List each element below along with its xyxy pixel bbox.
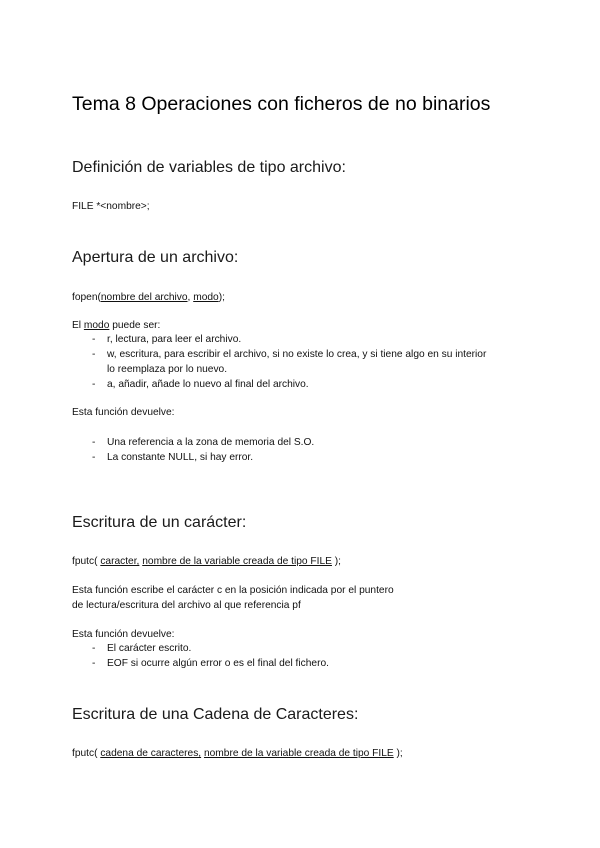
mode-item-r: r, lectura, para leer el archivo. [107,334,242,345]
section-heading-escritura-cadena: Escritura de una Cadena de Caracteres: [72,706,359,723]
code-file-declaration: FILE *<nombre>; [72,201,150,212]
fopen-return-item: Una referencia a la zona de memoria del S.O. [107,437,315,448]
fopen-prefix: fopen( [72,292,101,303]
bullet-dash-icon: - [92,658,96,669]
section-heading-apertura: Apertura de un archivo: [72,249,239,266]
fputc-char-signature [72,554,341,569]
fputc-prefix: fputc( [72,556,101,567]
bullet-dash-icon: - [92,334,96,345]
modo-intro-suffix: puede ser: [109,320,161,331]
fopen-signature [72,290,225,305]
fputc-suffix: ); [331,556,342,567]
fputc-arg-caracter: caracter, [100,556,140,567]
modo-intro [72,318,160,333]
section-heading-escritura-caracter: Escritura de un carácter: [72,514,247,531]
fputc-suffix: ); [393,748,403,759]
modo-intro-prefix: El [72,320,84,331]
fopen-sep: , [187,292,194,303]
fputc-description-line: de lectura/escritura del archivo al que referencia pf [72,600,301,611]
bullet-dash-icon: - [92,379,96,390]
fputc-prefix: fputc( [72,748,101,759]
bullet-dash-icon: - [92,452,96,463]
mode-item-w-continued: lo reemplaza por lo nuevo. [107,364,228,375]
fputc-string-signature [72,746,403,761]
bullet-dash-icon: - [92,349,96,360]
bullet-dash-icon: - [92,643,96,654]
fputc-arg-file: nombre de la variable creada de tipo FILE [203,748,394,759]
fopen-suffix: ); [218,292,225,303]
fputc-return-item: El carácter escrito. [107,643,192,654]
fputc-description-line: Esta función escribe el carácter c en la posición indicada por el puntero [72,585,394,596]
fopen-arg-modo: modo [193,292,219,303]
section-heading-definicion: Definición de variables de tipo archivo: [72,159,346,176]
modo-intro-word: modo [83,320,110,331]
fputc-arg-cadena: cadena de caracteres, [100,748,202,759]
mode-item-w: w, escritura, para escribir el archivo, si no existe lo crea, y si tiene algo en su interior [107,349,487,360]
mode-item-a: a, añadir, añade lo nuevo al final del archivo. [107,379,309,390]
fopen-returns-label: Esta función devuelve: [72,407,175,418]
fputc-returns-label: Esta función devuelve: [72,629,175,640]
fopen-arg-nombre: nombre del archivo [100,292,188,303]
fputc-return-item: EOF si ocurre algún error o es el final del fichero. [107,658,329,669]
bullet-dash-icon: - [92,437,96,448]
fopen-return-item: La constante NULL, si hay error. [107,452,254,463]
fputc-arg-file: nombre de la variable creada de tipo FILE [142,556,332,567]
document-title: Tema 8 Operaciones con ficheros de no binarios [72,93,491,115]
